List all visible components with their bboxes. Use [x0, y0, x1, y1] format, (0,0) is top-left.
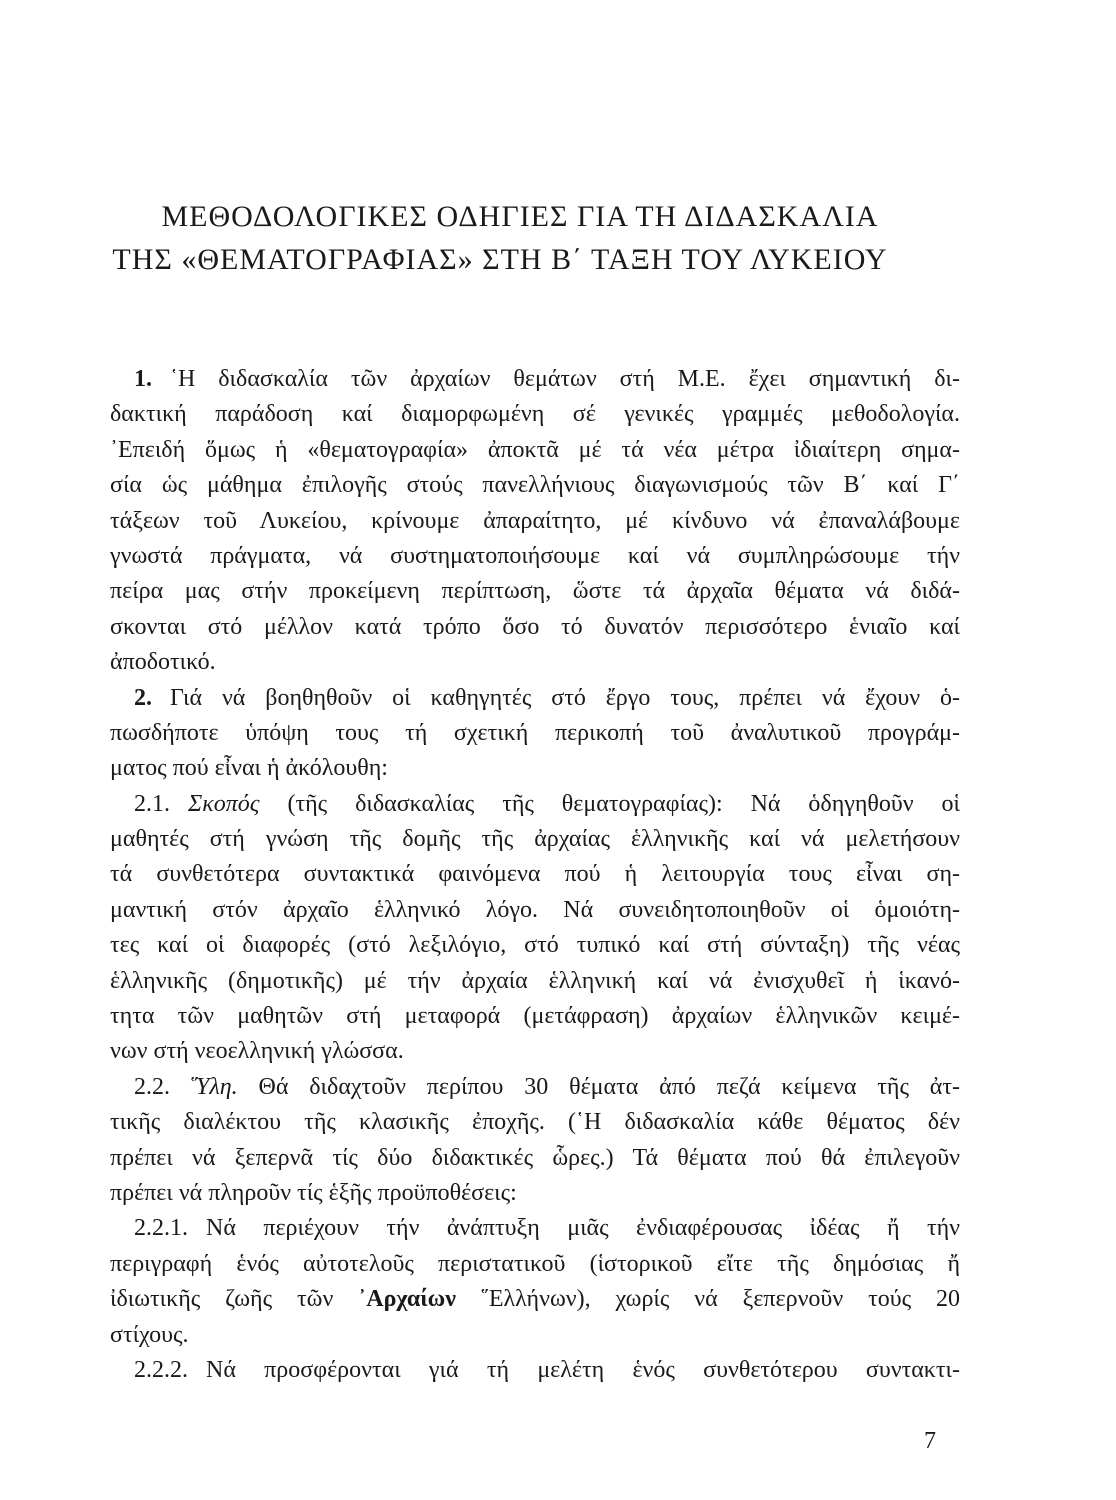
paragraph-1-line: δακτική παράδοση καί διαμορφωμένη σέ γενικές γραμμές μεθοδολογία. — [110, 401, 960, 428]
paragraph-2-line: πωσδήποτε ὑπόψη τους τή σχετική περικοπή τοῦ ἀναλυτικοῦ προγράμ- — [110, 719, 960, 746]
section-2-1-line: μαθητές στή γνώση τῆς δομῆς τῆς ἀρχαίας ἑλληνικῆς καί νά μελετήσουν — [110, 826, 960, 853]
section-label: ῞Υλη. — [188, 1073, 238, 1100]
section-number: 2. — [134, 684, 152, 711]
section-2-1-line-1: 2.1. Σκοπός (τῆς διδασκαλίας τῆς θεματογραφίας): Νά ὁδηγηθοῦν οἱ — [134, 790, 961, 817]
section-2-1-line: μαντική στόν ἀρχαῖο ἑλληνικό λόγο. Νά συνειδητοποιηθοῦν οἱ ὁμοιότη- — [110, 896, 960, 923]
paragraph-1-line: σία ὡς μάθημα ἐπιλογῆς στούς πανελλήνιους διαγωνισμούς τῶν Β΄ καί Γ΄ — [110, 472, 960, 499]
paragraph-1-line: ἀποδοτικό. — [110, 649, 216, 676]
section-2-2-line: πρέπει νά πληροῦν τίς ἑξῆς προϋποθέσεις: — [110, 1179, 517, 1206]
section-2-2-line: τικῆς διαλέκτου τῆς κλασικῆς ἐποχῆς. (῾Η διδασκαλία κάθε θέματος δέν — [110, 1109, 960, 1136]
section-number: 2.2.2. — [134, 1356, 188, 1383]
section-2-1-line: τητα τῶν μαθητῶν στή μεταφορά (μετάφραση) ἀρχαίων ἑλληνικῶν κειμέ- — [110, 1003, 960, 1030]
paragraph-1-line: ᾽Επειδή ὅμως ἡ «θεματογραφία» ἀποκτᾶ μέ τά νέα μέτρα ἰδιαίτερη σημα- — [110, 436, 960, 463]
section-number: 2.1. — [134, 790, 170, 817]
section-2-2-2-line-1: 2.2.2. Νά προσφέρονται γιά τή μελέτη ἑνός συνθετότερου συντακτι- — [134, 1356, 960, 1383]
section-number: 2.2. — [134, 1073, 170, 1100]
paragraph-1-line: πείρα μας στήν προκείμενη περίπτωση, ὥστε τά ἀρχαῖα θέματα νά διδά- — [110, 578, 960, 605]
section-number: 2.2.1. — [134, 1215, 188, 1242]
body-text — [110, 362, 960, 1388]
bold-phrase: ᾽Αρχαίων — [358, 1286, 456, 1313]
section-2-1-line: τες καί οἱ διαφορές (στό λεξιλόγιο, στό τυπικό καί στή σύνταξη) τῆς νέας — [110, 932, 960, 959]
section-2-1-line: τά συνθετότερα συντακτικά φαινόμενα πού ἡ λειτουργία τους εἶναι ση- — [110, 861, 960, 888]
section-2-2-1-line: στίχους. — [110, 1321, 189, 1348]
paragraph-2-line-1: 2. Γιά νά βοηθηθοῦν οἱ καθηγητές στό ἔργο τους, πρέπει νά ἔχουν ὁ- — [134, 684, 960, 711]
section-2-2-line: πρέπει νά ξεπερνᾶ τίς δύο διδακτικές ὧρες.) Τά θέματα πού θά ἐπιλεγοῦν — [110, 1144, 960, 1171]
section-number: 1. — [134, 366, 152, 392]
title-line-2: ΤΗΣ «ΘΕΜΑΤΟΓΡΑΦΙΑΣ» ΣΤΗ Β΄ ΤΑΞΗ ΤΟΥ ΛΥΚΕΙΟΥ — [112, 243, 888, 276]
section-label: Σκοπός — [188, 790, 260, 817]
paragraph-1-line: γνωστά πράγματα, νά συστηματοποιήσουμε καί νά συμπληρώσουμε τήν — [110, 542, 960, 569]
section-2-2-line-1: 2.2. ῞Υλη. Θά διδαχτοῦν περίπου 30 θέματα ἀπό πεζά κείμενα τῆς ἀτ- — [134, 1073, 961, 1100]
section-2-1-line: νων στή νεοελληνική γλώσσα. — [110, 1038, 404, 1065]
section-2-2-1-line-1: 2.2.1. Νά περιέχουν τήν ἀνάπτυξη μιᾶς ἐνδιαφέρουσας ἰδέας ἤ τήν — [134, 1215, 960, 1242]
section-2-1-line: ἑλληνικῆς (δημοτικῆς) μέ τήν ἀρχαία ἑλληνική καί νά ἐνισχυθεῖ ἡ ἱκανό- — [110, 967, 960, 994]
paragraph-1-line-1: 1. ῾Η διδασκαλία τῶν ἀρχαίων θεμάτων στή Μ.Ε. ἔχει σημαντική δι- — [134, 366, 960, 392]
paragraph-1-line: τάξεων τοῦ Λυκείου, κρίνουμε ἀπαραίτητο, μέ κίνδυνο νά ἐπαναλάβουμε — [110, 507, 960, 534]
paragraph-2-line: ματος πού εἶναι ἡ ἀκόλουθη: — [110, 755, 388, 782]
section-2-2-1-line: ἰδιωτικῆς ζωῆς τῶν ᾽Αρχαίων ῞Ελλήνων), χωρίς νά ξεπερνοῦν τούς 20 — [110, 1286, 961, 1313]
page-number: 7 — [924, 1428, 936, 1454]
title-line-1: ΜΕΘΟΔΟΛΟΓΙΚΕΣ ΟΔΗΓΙΕΣ ΓΙΑ ΤΗ ΔΙΔΑΣΚΑΛΙΑ — [161, 200, 879, 233]
section-2-2-1-line: περιγραφή ἑνός αὐτοτελοῦς περιστατικοῦ (ἱστορικοῦ εἴτε τῆς δημόσιας ἤ — [110, 1250, 960, 1277]
paragraph-1-line: σκονται στό μέλλον κατά τρόπο ὅσο τό δυνατόν περισσότερο ἑνιαῖο καί — [110, 613, 960, 640]
